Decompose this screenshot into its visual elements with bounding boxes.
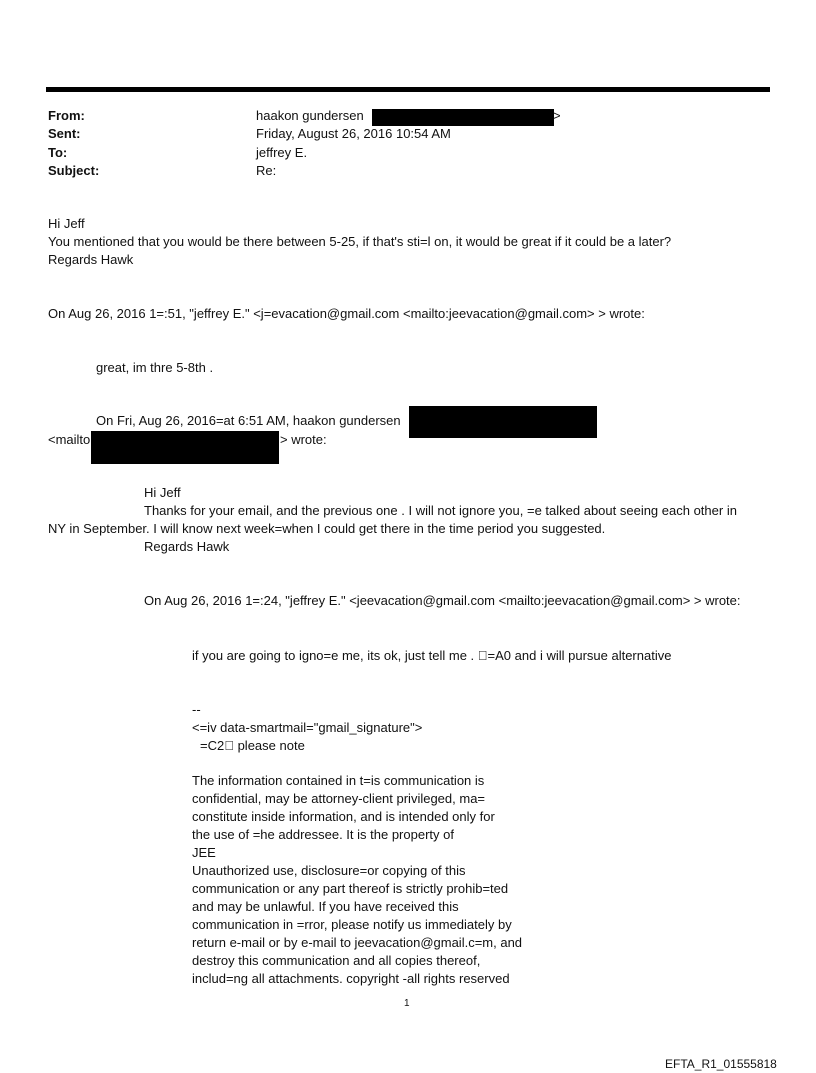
quote2-greeting: Hi Jeff — [144, 485, 181, 500]
disclaimer-line: the use of =he addressee. It is the property of — [192, 827, 454, 842]
page-number: 1 — [404, 998, 410, 1009]
disclaimer-line: return e-mail or by e-mail to jeevacation@gmail.c=m, and — [192, 935, 523, 950]
disclaimer-line: Unauthorized use, disclosure=or copying of this — [192, 863, 466, 878]
quote2-attribution-line1: On Fri, Aug 26, 2016=at 6:51 AM, haakon gundersen — [96, 413, 401, 428]
quote2-line1: Thanks for your email, and the previous one . I will not ignore you, =e talked about seeing each other in — [144, 503, 737, 518]
subject-label: Subject: — [48, 163, 100, 178]
redaction-from-email — [372, 109, 554, 126]
quote1-attribution: On Aug 26, 2016 1=:51, "jeffrey E." <j=evacation@gmail.com <mailto:jeevacation@gmail.com> > wrote: — [48, 306, 645, 321]
quote2-attribution-line2-start: <mailto — [48, 432, 91, 447]
from-value: haakon gundersen — [256, 108, 364, 123]
quote2-signoff: Regards Hawk — [144, 539, 230, 554]
disclaimer-line: destroy this communication and all copies thereof, — [192, 953, 481, 968]
reply-greeting: Hi Jeff — [48, 216, 85, 231]
disclaimer-line: confidential, may be attorney-client privileged, ma= — [192, 791, 486, 806]
signature-div-line: <=iv data-smartmail="gmail_signature"> — [192, 720, 423, 735]
disclaimer-line: communication in =rror, please notify us immediately by — [192, 917, 512, 932]
redaction-quote2-email — [91, 431, 279, 464]
to-label: To: — [48, 145, 68, 160]
disclaimer-line: includ=ng all attachments. copyright -all rights reserved — [192, 971, 510, 986]
reply-signoff: Regards Hawk — [48, 252, 134, 267]
disclaimer-line: and may be unlawful. If you have received this — [192, 899, 459, 914]
redaction-quote2-name — [409, 406, 597, 438]
quote2-attribution-line2-end: > wrote: — [280, 432, 327, 447]
quote3-attribution: On Aug 26, 2016 1=:24, "jeffrey E." <jeevacation@gmail.com <mailto:jeevacation@gmail.com> > wrote: — [144, 593, 741, 608]
top-rule — [46, 87, 770, 92]
disclaimer-line: constitute inside information, and is intended only for — [192, 809, 495, 824]
quote1-body: great, im thre 5-8th . — [96, 360, 214, 375]
from-label: From: — [48, 108, 85, 123]
reply-line: You mentioned that you would be there between 5-25, if that's sti=l on, it would be great if it could be a later? — [48, 234, 672, 249]
sent-value: Friday, August 26, 2016 10:54 AM — [256, 126, 451, 141]
to-value: jeffrey E. — [256, 145, 308, 160]
signature-dashes: -- — [192, 702, 201, 717]
signature-note-line: =C2  please note — [200, 738, 305, 753]
sent-label: Sent: — [48, 126, 81, 141]
subject-value: Re: — [256, 163, 277, 178]
document-id: EFTA_R1_01555818 — [665, 1057, 777, 1071]
quote2-line2: NY in September. I will know next week=when I could get there in the time period you suggested. — [48, 521, 606, 536]
disclaimer-line: communication or any part thereof is strictly prohib=ted — [192, 881, 509, 896]
disclaimer-line: The information contained in t=is communication is — [192, 773, 485, 788]
disclaimer-line: JEE — [192, 845, 216, 860]
from-tail: > — [553, 108, 561, 123]
quote3-body: if you are going to igno=e me, its ok, just tell me .  =A0 and i will pursue alternative — [192, 648, 672, 663]
